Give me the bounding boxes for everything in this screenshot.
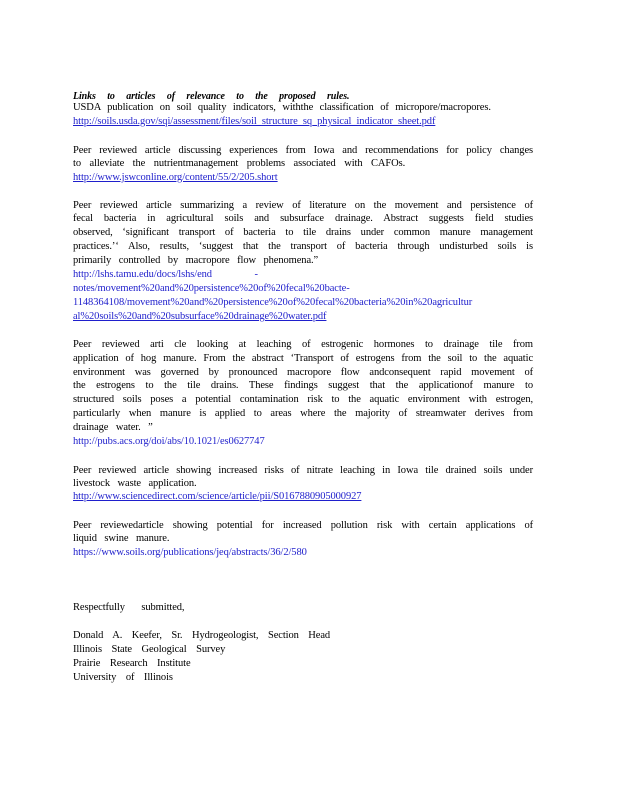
usda-link[interactable]: http://soils.usda.gov/sqi/assessment/files/soil_structure_sq_physical_indicator_sheet.pdf	[73, 116, 436, 127]
block2-text-line: Peer reviewed article discussing experiences from Iowa and recommendations for policy changes	[73, 145, 533, 156]
tamu-link-line[interactable]: http://lshs.tamu.edu/docs/lshs/end -	[73, 269, 258, 280]
tamu-link-line[interactable]: 1148364108/movement%20and%20persistence%20of%20fecal%20bacteria%20in%20agricultur	[73, 297, 473, 308]
block4-text-line: particularly when manure is applied to areas where the majority of streamwater derives from	[73, 408, 533, 419]
soils-org-link[interactable]: https://www.soils.org/publications/jeq/abstracts/36/2/580	[73, 547, 307, 558]
signature-org: Illinois State Geological Survey	[73, 644, 226, 655]
tamu-link-line[interactable]: al%20soils%20and%20subsurface%20drainage%20water.pdf	[73, 311, 327, 322]
block4-text-line: drainage water. ”	[73, 422, 153, 433]
block1-text-line: USDA publication on soil quality indicators, withthe classification of micropore/macropores.	[73, 102, 491, 113]
sciencedirect-link[interactable]: http://www.sciencedirect.com/science/article/pii/S0167880905000927	[73, 491, 362, 502]
block3-text-line: practices.’‘ Also, results, ‘suggest that the transport of bacteria through undisturbed soils is	[73, 241, 533, 252]
signature-university: University of Illinois	[73, 672, 173, 683]
block3-text-line: primarily controlled by macropore flow phenomena.”	[73, 255, 319, 266]
block3-text-line: Peer reviewed article summarizing a review of literature on the movement and persistence of	[73, 200, 533, 211]
signature-name: Donald A. Keefer, Sr. Hydrogeologist, Section Head	[73, 630, 331, 641]
jswc-link[interactable]: http://www.jswconline.org/content/55/2/205.short	[73, 172, 278, 183]
signature-institute: Prairie Research Institute	[73, 658, 191, 669]
block4-text-line: structured soils poses a potential contamination risk to the aquatic environment with estrogen,	[73, 394, 533, 405]
block5-text-line: livestock waste application.	[73, 478, 197, 489]
block6-text-line: liquid swine manure.	[73, 533, 170, 544]
block4-text-line: application of hog manure. From the abstract ‘Transport of estrogens from the soil to the aquatic	[73, 353, 533, 364]
block3-text-line: observed, ‘significant transport of bacteria to tile drains under common manure management	[73, 227, 533, 238]
tamu-link-line[interactable]: notes/movement%20and%20persistence%20of%20fecal%20bacte-	[73, 283, 350, 294]
block4-text-line: environment was governed by pronounced macropore flow andconsequent rapid movement of	[73, 367, 533, 378]
block6-text-line: Peer reviewedarticle showing potential for increased pollution risk with certain applications of	[73, 520, 533, 531]
closing-text: Respectfully submitted,	[73, 602, 185, 613]
block3-text-line: fecal bacteria in agricultural soils and subsurface drainage. Abstract suggests field studies	[73, 213, 533, 224]
block4-text-line: Peer reviewed arti cle looking at leaching of estrogenic hormones to drainage tile from	[73, 339, 533, 350]
block4-text-line: the estrogens to the tile drains. These findings suggest that the applicationof manure to	[73, 380, 533, 391]
block2-text-line: to alleviate the nutrientmanagement problems associated with CAFOs.	[73, 158, 406, 169]
page-heading: Links to articles of relevance to the proposed rules.	[73, 91, 350, 102]
block5-text-line: Peer reviewed article showing increased risks of nitrate leaching in Iowa tile drained soils under	[73, 465, 533, 476]
acs-link[interactable]: http://pubs.acs.org/doi/abs/10.1021/es0627747	[73, 436, 265, 447]
